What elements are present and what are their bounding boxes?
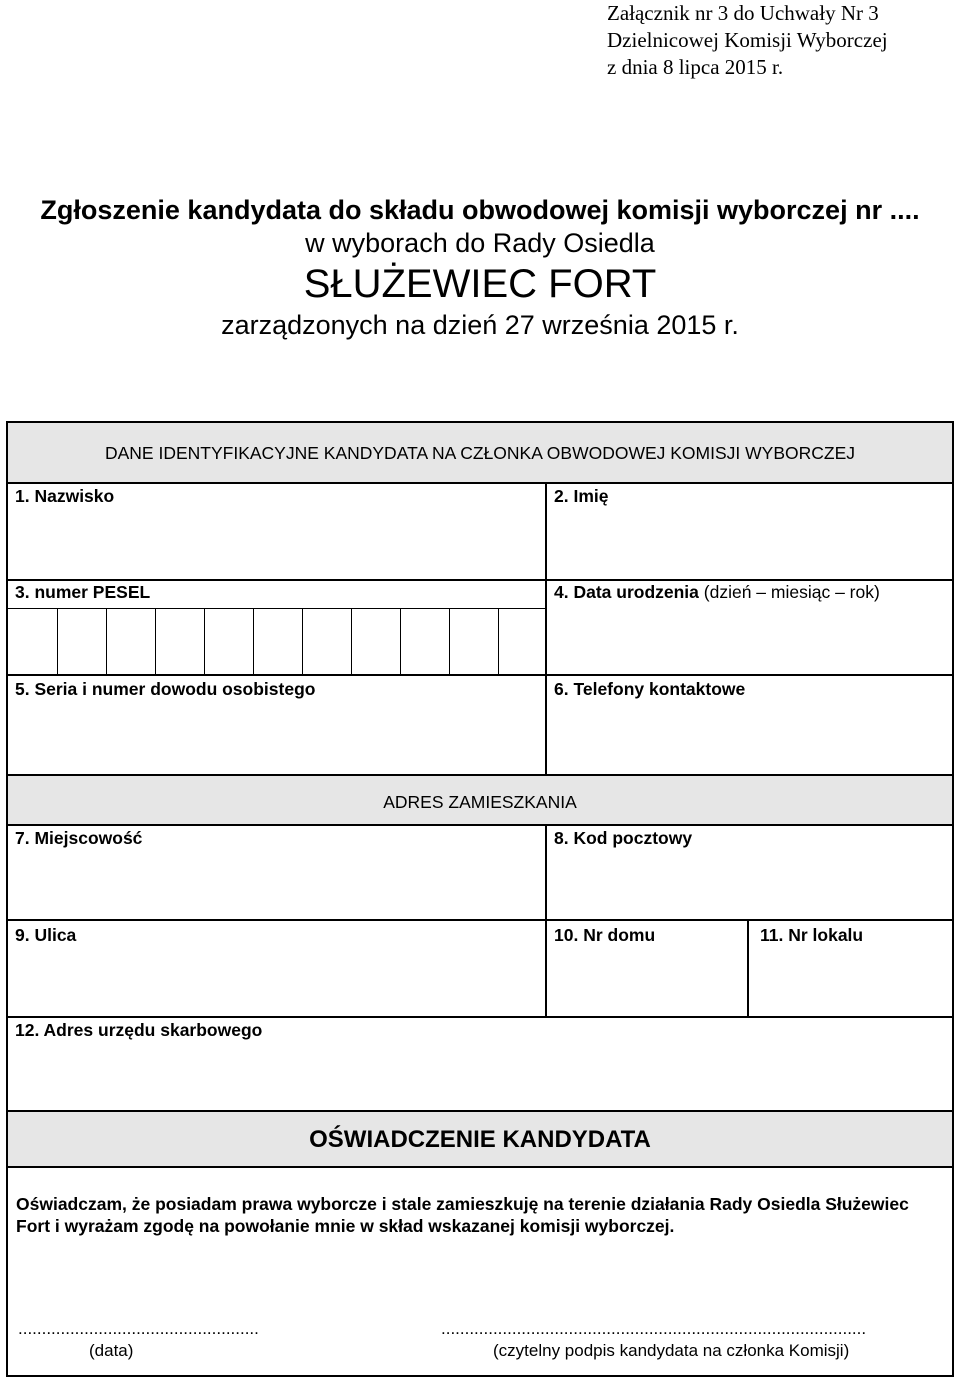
flat-number-label: 11. Nr lokalu [760, 925, 864, 945]
flat-number-field[interactable] [749, 921, 952, 1016]
annex-line-3: z dnia 8 lipca 2015 r. [607, 55, 784, 79]
postal-code-field[interactable] [547, 826, 952, 921]
pesel-digit-box[interactable] [8, 608, 57, 674]
surname-label: 1. Nazwisko [15, 486, 115, 506]
signature-field[interactable] [441, 1303, 941, 1333]
first-name-label: 2. Imię [554, 486, 609, 506]
section-address-title: ADRES ZAMIESZKANIA [383, 792, 577, 812]
application-form [6, 421, 954, 1377]
street-field[interactable] [8, 921, 545, 1016]
statement-header [8, 1110, 952, 1168]
pesel-digit-box[interactable] [302, 608, 351, 674]
pesel-digit-box[interactable] [351, 608, 400, 674]
phones-label: 6. Telefony kontaktowe [554, 679, 746, 699]
birth-date-hint: (dzień – miesiąc – rok) [703, 582, 880, 602]
city-field[interactable] [8, 826, 545, 921]
form-title: Zgłoszenie kandydata do składu obwodowej komisji wyborczej nr .... [40, 195, 920, 225]
pesel-digit-box[interactable] [449, 608, 498, 674]
pesel-boxes[interactable] [8, 608, 545, 674]
pesel-digit-box[interactable] [155, 608, 204, 674]
city-label: 7. Miejscowość [15, 828, 143, 848]
pesel-digit-box[interactable] [253, 608, 302, 674]
house-number-field[interactable] [547, 921, 747, 1016]
annex-note [607, 0, 888, 81]
signature-caption: (czytelny podpis kandydata na członka Komisji) [493, 1341, 850, 1360]
pesel-label: 3. numer PESEL [15, 582, 151, 602]
birth-date-field[interactable] [547, 608, 952, 674]
pesel-digit-box[interactable] [400, 608, 449, 674]
tax-office-field[interactable] [8, 1018, 952, 1110]
section-identity-title: DANE IDENTYFIKACYJNE KANDYDATA NA CZŁONKA OBWODOWEJ KOMISJI WYBORCZEJ [104, 443, 855, 463]
street-label: 9. Ulica [15, 925, 77, 945]
pesel-digit-box[interactable] [204, 608, 253, 674]
divider [8, 579, 952, 581]
statement-title: OŚWIADCZENIE KANDYDATA [309, 1126, 651, 1153]
divider [8, 674, 952, 676]
first-name-field[interactable] [547, 484, 952, 579]
district-name: SŁUŻEWIEC FORT [303, 262, 657, 306]
tax-office-label: 12. Adres urzędu skarbowego [15, 1020, 263, 1040]
pesel-digit-box[interactable] [498, 608, 547, 674]
pesel-digit-box[interactable] [57, 608, 106, 674]
id-card-label: 5. Seria i numer dowodu osobistego [15, 679, 316, 699]
postal-code-label: 8. Kod pocztowy [554, 828, 693, 848]
phones-field[interactable] [547, 676, 952, 774]
date-field[interactable] [18, 1303, 318, 1333]
birth-date-label [554, 582, 880, 603]
section-address-header [8, 774, 952, 826]
section-identity-header [8, 423, 952, 484]
date-caption: (data) [89, 1341, 134, 1360]
annex-line-1: Załącznik nr 3 do Uchwały Nr 3 [607, 1, 879, 25]
annex-line-2: Dzielnicowej Komisji Wyborczej [607, 28, 888, 52]
house-number-label: 10. Nr domu [554, 925, 656, 945]
pesel-digit-box[interactable] [106, 608, 155, 674]
surname-field[interactable] [8, 484, 545, 579]
election-date: zarządzonych na dzień 27 września 2015 r. [221, 310, 739, 340]
date-dots: ................................................... [18, 1319, 259, 1338]
id-card-field[interactable] [8, 676, 545, 774]
signature-dots: .......................................................................................... [441, 1319, 867, 1338]
statement-text: Oświadczam, że posiadam prawa wyborcze i stale zamieszkuję na terenie działania Rady Osiedla Służewiec Fort i wyrażam zgodę na powołanie mnie w skład wskazanej komisji wyborczej. [16, 1194, 909, 1236]
form-subtitle: w wyborach do Rady Osiedla [305, 228, 655, 258]
birth-date-label-main: 4. Data urodzenia [554, 582, 699, 602]
